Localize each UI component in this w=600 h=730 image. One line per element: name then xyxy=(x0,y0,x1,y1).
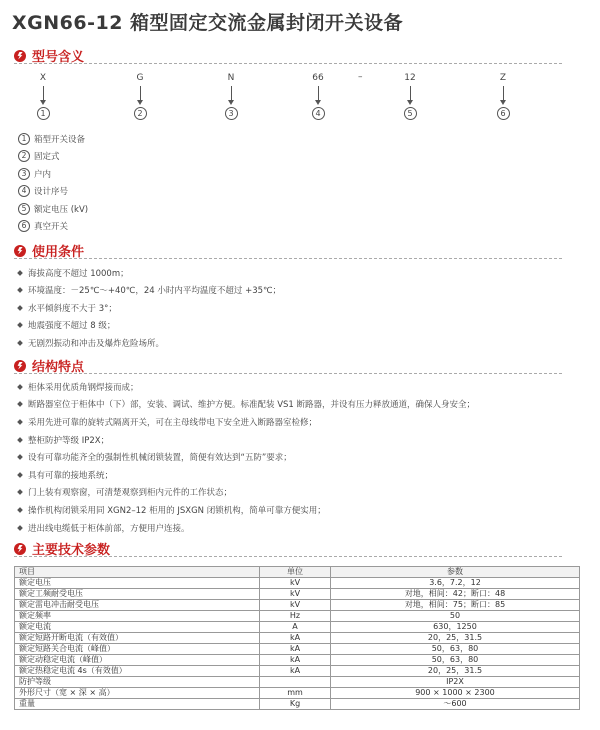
table-cell: 对地，相间：42；断口：48 xyxy=(331,589,580,600)
arrow-down-icon xyxy=(503,86,504,100)
table-cell: kV xyxy=(260,589,331,600)
list-item: 无剧烈振动和冲击及爆炸危险场所。 xyxy=(18,334,281,352)
conditions-list xyxy=(18,264,281,352)
table-cell: Kg xyxy=(260,699,331,710)
table-row xyxy=(15,677,580,688)
model-legend xyxy=(18,130,88,235)
table-cell: 20，25，31.5 xyxy=(331,666,580,677)
table-cell: 额定电流 xyxy=(15,622,260,633)
lightning-bullet-icon xyxy=(14,360,26,372)
table-header-cell: 参数 xyxy=(331,567,580,578)
model-code-item xyxy=(488,72,518,120)
table-cell: mm xyxy=(260,688,331,699)
diamond-bullet-icon xyxy=(17,472,23,478)
circled-number: 5 xyxy=(404,107,417,120)
section-divider xyxy=(14,373,562,374)
table-cell: ～600 xyxy=(331,699,580,710)
circled-number: 4 xyxy=(312,107,325,120)
model-code-item xyxy=(303,72,333,120)
legend-item: 4 设计序号 xyxy=(18,183,88,201)
table-row xyxy=(15,611,580,622)
table-cell: 630，1250 xyxy=(331,622,580,633)
list-item: 柜体采用优质角钢焊接而成； xyxy=(18,378,475,396)
list-item: 操作机构闭锁采用同 XGN2–12 柜用的 JSXGN 闭锁机构，简单可靠方便实用； xyxy=(18,501,475,519)
table-header-cell: 单位 xyxy=(260,567,331,578)
list-item: 地震强度不超过 8 级； xyxy=(18,317,281,335)
table-row xyxy=(15,589,580,600)
diamond-bullet-icon xyxy=(17,437,23,443)
list-item: 设有可靠功能齐全的强制性机械闭锁装置，简便有效达到“五防”要求； xyxy=(18,448,475,466)
table-cell: 50 xyxy=(331,611,580,622)
table-cell: kV xyxy=(260,578,331,589)
table-row xyxy=(15,699,580,710)
arrow-down-icon xyxy=(410,86,411,100)
table-cell: kA xyxy=(260,666,331,677)
structure-list xyxy=(18,378,475,536)
circled-number: 6 xyxy=(18,220,30,232)
lightning-bullet-icon xyxy=(14,543,26,555)
table-cell: 900 × 1000 × 2300 xyxy=(331,688,580,699)
diamond-bullet-icon xyxy=(17,340,23,346)
model-code-symbol: 12 xyxy=(404,73,416,83)
table-cell: 额定电压 xyxy=(15,578,260,589)
page-title: XGN66-12 箱型固定交流金属封闭开关设备 xyxy=(12,12,404,34)
diamond-bullet-icon xyxy=(17,305,23,311)
list-item: 整柜防护等级 IP2X； xyxy=(18,431,475,449)
table-cell: 额定热稳定电流 4s（有效值） xyxy=(15,666,260,677)
model-code-dash: – xyxy=(358,72,363,82)
table-row xyxy=(15,666,580,677)
table-cell: 额定动稳定电流（峰值） xyxy=(15,655,260,666)
arrow-down-icon xyxy=(318,86,319,100)
table-cell: kA xyxy=(260,633,331,644)
table-cell: 外形尺寸（宽 × 深 × 高） xyxy=(15,688,260,699)
diamond-bullet-icon xyxy=(17,384,23,390)
diamond-bullet-icon xyxy=(17,270,23,276)
table-cell: 额定工频耐受电压 xyxy=(15,589,260,600)
diamond-bullet-icon xyxy=(17,454,23,460)
table-row xyxy=(15,655,580,666)
table-header-row xyxy=(15,567,580,578)
table-cell: 50，63，80 xyxy=(331,655,580,666)
table-cell: 对地，相间：75；断口：85 xyxy=(331,600,580,611)
legend-item: 2 固定式 xyxy=(18,148,88,166)
table-cell: 重量 xyxy=(15,699,260,710)
arrow-down-icon xyxy=(43,86,44,100)
table-cell: A xyxy=(260,622,331,633)
diamond-bullet-icon xyxy=(17,287,23,293)
table-row xyxy=(15,600,580,611)
list-item: 环境温度：－25℃～+40℃，24 小时内平均温度不超过 +35℃； xyxy=(18,282,281,300)
table-header-cell: 项目 xyxy=(15,567,260,578)
table-cell: kA xyxy=(260,644,331,655)
diamond-bullet-icon xyxy=(17,525,23,531)
model-code-symbol: Z xyxy=(499,73,507,83)
list-item: 海拔高度不超过 1000m； xyxy=(18,264,281,282)
diamond-bullet-icon xyxy=(17,419,23,425)
circled-number: 6 xyxy=(497,107,510,120)
circled-number: 1 xyxy=(37,107,50,120)
section-divider xyxy=(14,258,562,259)
table-cell: 额定频率 xyxy=(15,611,260,622)
legend-item: 3 户内 xyxy=(18,165,88,183)
list-item: 水平倾斜度不大于 3°； xyxy=(18,299,281,317)
circled-number: 4 xyxy=(18,185,30,197)
parameters-table xyxy=(14,566,580,710)
circled-number: 2 xyxy=(134,107,147,120)
model-code-symbol: X xyxy=(39,73,47,83)
table-cell: 防护等级 xyxy=(15,677,260,688)
circled-number: 2 xyxy=(18,150,30,162)
legend-item: 6 真空开关 xyxy=(18,218,88,236)
list-item: 断路器室位于柜体中（下）部，安装、调试、维护方便。标准配装 VS1 断路器，并设有压力释放通道，确保人身安全； xyxy=(18,396,475,414)
model-code-symbol: 66 xyxy=(312,73,324,83)
legend-item: 1 箱型开关设备 xyxy=(18,130,88,148)
table-cell: Hz xyxy=(260,611,331,622)
table-cell: 额定短路关合电流（峰值） xyxy=(15,644,260,655)
section-divider xyxy=(14,556,562,557)
circled-number: 1 xyxy=(18,133,30,145)
circled-number: 5 xyxy=(18,203,30,215)
diamond-bullet-icon xyxy=(17,507,23,513)
diamond-bullet-icon xyxy=(17,322,23,328)
diamond-bullet-icon xyxy=(17,490,23,496)
list-item: 进出线电缆低于柜体前部，方便用户连接。 xyxy=(18,519,475,537)
table-cell: kV xyxy=(260,600,331,611)
table-cell: 额定短路开断电流（有效值） xyxy=(15,633,260,644)
list-item: 门上装有观察窗，可清楚观察到柜内元件的工作状态； xyxy=(18,484,475,502)
model-code-item xyxy=(216,72,246,120)
model-code-item xyxy=(395,72,425,120)
table-cell: IP2X xyxy=(331,677,580,688)
table-row xyxy=(15,622,580,633)
table-cell: 20，25，31.5 xyxy=(331,633,580,644)
legend-item: 5 额定电压 (kV) xyxy=(18,200,88,218)
section-title: 结构特点 xyxy=(32,360,85,375)
section-divider xyxy=(14,63,562,64)
section-title: 型号含义 xyxy=(32,50,85,65)
table-row xyxy=(15,644,580,655)
model-code-symbol: N xyxy=(227,73,235,83)
arrow-down-icon xyxy=(231,86,232,100)
table-cell xyxy=(260,677,331,688)
model-code-symbol: G xyxy=(136,73,144,83)
table-cell: 3.6，7.2，12 xyxy=(331,578,580,589)
lightning-bullet-icon xyxy=(14,50,26,62)
table-cell: 50，63，80 xyxy=(331,644,580,655)
circled-number: 3 xyxy=(18,168,30,180)
table-row xyxy=(15,688,580,699)
list-item: 采用先进可靠的旋转式隔离开关，可在主母线带电下安全进入断路器室检修； xyxy=(18,413,475,431)
circled-number: 3 xyxy=(225,107,238,120)
section-title: 主要技术参数 xyxy=(32,543,111,558)
diamond-bullet-icon xyxy=(17,402,23,408)
arrow-down-icon xyxy=(140,86,141,100)
model-code-item xyxy=(28,72,58,120)
table-cell: kA xyxy=(260,655,331,666)
table-row xyxy=(15,633,580,644)
lightning-bullet-icon xyxy=(14,245,26,257)
table-row xyxy=(15,578,580,589)
section-title: 使用条件 xyxy=(32,245,85,260)
model-code-item xyxy=(125,72,155,120)
list-item: 具有可靠的接地系统； xyxy=(18,466,475,484)
table-cell: 额定雷电冲击耐受电压 xyxy=(15,600,260,611)
